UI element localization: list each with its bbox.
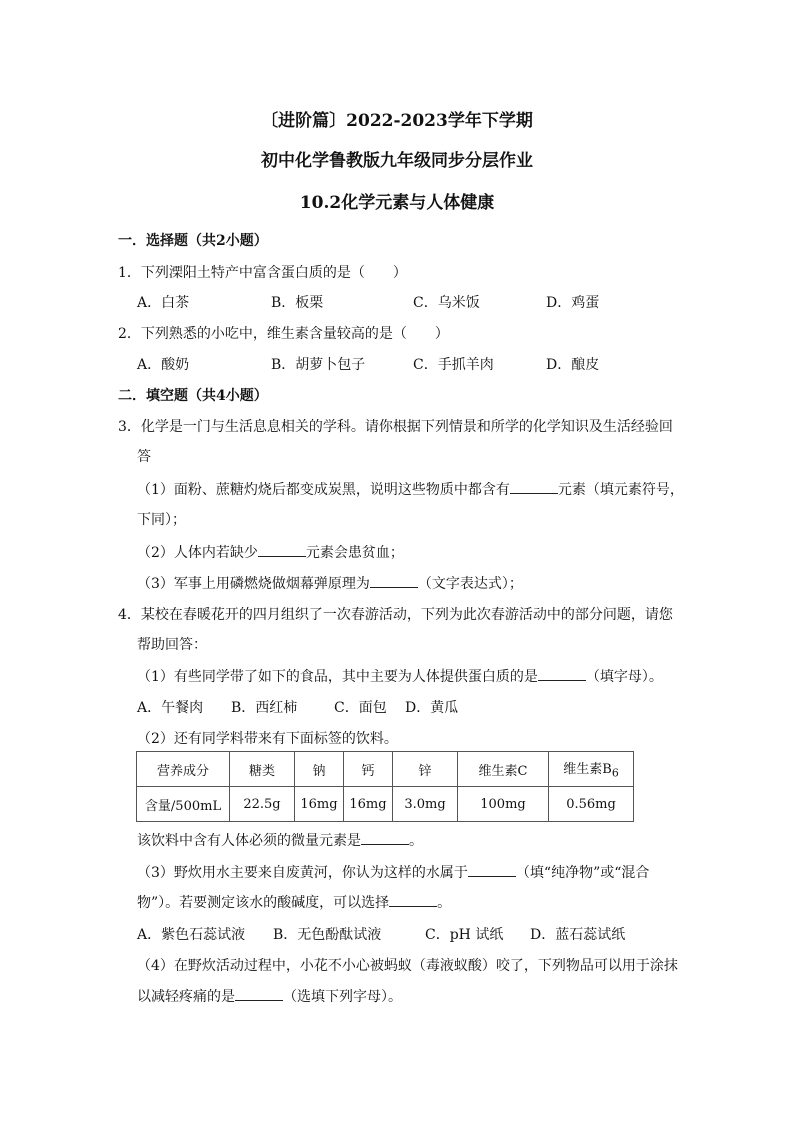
q2-stem: 2．下列熟悉的小吃中，维生素含量较高的是（ ） xyxy=(118,326,449,342)
q4-part3-option-c: C．pH 试纸 xyxy=(425,927,504,943)
q4-part1-option-b: B．西红柿 xyxy=(231,700,298,716)
nutrition-table-data-row xyxy=(137,787,634,822)
table-cell-calcium: 16mg xyxy=(344,787,393,822)
q3-part1-text-b: 元素（填元素符号， xyxy=(557,482,684,498)
q4-part4-text-b: 以减轻疼痛的是 xyxy=(137,989,235,1005)
q4-part2-text-a: 该饮料中含有人体必须的微量元素是 xyxy=(137,833,361,849)
doc-title-line2: 初中化学鲁教版九年级同步分层作业 xyxy=(261,151,533,171)
table-cell-zinc: 3.0mg xyxy=(393,787,458,822)
q4-part1-option-c: C．面包 xyxy=(334,700,387,716)
q3-part3-text-b: （文字表达式）； xyxy=(417,576,523,592)
q1-option-b: B．板栗 xyxy=(271,295,324,311)
q3-part3-text-a: （3）军事上用磷燃烧做烟幕弹原理为 xyxy=(137,576,370,592)
nutrition-table-header-row xyxy=(137,752,634,787)
q4-part4-line1: （4）在野炊活动过程中，小花不小心被蚂蚁（毒液蚁酸）咬了，下列物品可以用于涂抹 xyxy=(137,958,678,974)
q4-part1-text-a: （1）有些同学带了如下的食品，其中主要为人体提供蛋白质的是 xyxy=(137,669,538,685)
q4-part3-blank2 xyxy=(389,892,437,907)
table-cell-vitamin-b6: 0.56mg xyxy=(549,787,634,822)
q2-option-c: C．手抓羊肉 xyxy=(413,357,494,373)
table-cell-vitamin-c: 100mg xyxy=(458,787,549,822)
q4-part3-line1 xyxy=(137,862,649,882)
q3-part3-blank xyxy=(370,573,418,588)
section-fill-title: 二．填空题（共4小题） xyxy=(118,388,268,404)
doc-title-line3: 10.2化学元素与人体健康 xyxy=(299,193,495,213)
table-cell-label: 含量/500mL xyxy=(137,787,230,822)
q2-option-d: D．酿皮 xyxy=(546,357,600,373)
q4-part3-option-a: A．紫色石蕊试液 xyxy=(137,927,246,943)
q3-part1-line1 xyxy=(137,479,684,499)
q4-part3-blank1 xyxy=(468,862,516,877)
q4-part3-text-d: 。 xyxy=(437,895,452,911)
table-header-vitamin-b6 xyxy=(549,752,634,787)
q3-part1-line2: 下同）； xyxy=(137,512,186,528)
q4-part2-blank xyxy=(361,830,409,845)
q4-stem-line1: 4．某校在春暖花开的四月组织了一次春游活动，下列为此次春游活动中的部分问题，请您 xyxy=(118,607,673,623)
q4-part3-text-b: （填“纯净物”或“混合 xyxy=(515,865,650,881)
q4-part3-option-d: D．蓝石蕊试纸 xyxy=(530,927,626,943)
table-header-zinc: 锌 xyxy=(393,752,458,787)
q3-part3 xyxy=(137,573,523,593)
table-header-vitamin-c: 维生素C xyxy=(458,752,549,787)
q4-part2-text-b: 。 xyxy=(409,833,423,849)
q4-part2: （2）还有同学料带来有下面标签的饮料。 xyxy=(137,731,398,747)
q4-part1 xyxy=(137,666,663,686)
table-header-sodium: 钠 xyxy=(295,752,344,787)
table-header-calcium: 钙 xyxy=(344,752,393,787)
section-choice-title: 一．选择题（共2小题） xyxy=(118,233,268,249)
q3-part2-text-a: （2）人体内若缺少 xyxy=(137,545,258,561)
q4-part2-question xyxy=(137,830,423,850)
q4-part3-text-a: （3）野炊用水主要来自废黄河，你认为这样的水属于 xyxy=(137,865,468,881)
table-header-nutrient: 营养成分 xyxy=(137,752,230,787)
q3-part1-blank xyxy=(510,479,558,494)
q3-part2 xyxy=(137,542,404,562)
q4-part1-blank xyxy=(538,666,586,681)
q1-option-d: D．鸡蛋 xyxy=(546,295,600,311)
vitamin-b-text: 维生素B xyxy=(563,762,612,778)
q3-part2-text-b: 元素会患贫血； xyxy=(305,545,404,561)
q4-part1-text-b: （填字母）。 xyxy=(585,669,663,685)
q1-option-a: A．白茶 xyxy=(137,295,190,311)
q2-option-a: A．酸奶 xyxy=(137,357,190,373)
q4-part1-option-d: D．黄瓜 xyxy=(405,700,459,716)
q4-part3-text-c: 物”）。若要测定该水的酸碱度，可以选择 xyxy=(137,895,390,911)
table-cell-sodium: 16mg xyxy=(295,787,344,822)
q4-part4-text-c: （选填下列字母）。 xyxy=(283,989,402,1005)
q4-part4-blank xyxy=(235,986,283,1001)
q1-option-c: C．乌米饭 xyxy=(413,295,480,311)
nutrition-table xyxy=(136,751,634,822)
q1-stem: 1．下列溧阳土特产中富含蛋白质的是（ ） xyxy=(118,265,407,281)
vitamin-b-subscript: 6 xyxy=(611,766,619,780)
q4-stem-line2: 帮助回答： xyxy=(137,637,207,653)
q4-part4-line2 xyxy=(137,986,402,1006)
q4-part3-line2 xyxy=(137,892,451,912)
q3-stem-line2: 答 xyxy=(137,449,151,465)
q4-part3-option-b: B．无色酚酞试液 xyxy=(273,927,382,943)
table-header-sugar: 糖类 xyxy=(230,752,295,787)
q4-part1-option-a: A．午餐肉 xyxy=(137,700,204,716)
q3-stem-line1: 3．化学是一门与生活息息相关的学科。请你根据下列情景和所学的化学知识及生活经验回 xyxy=(118,419,673,435)
q3-part1-text-a: （1）面粉、蔗糖灼烧后都变成炭黑，说明这些物质中都含有 xyxy=(137,482,510,498)
table-cell-sugar: 22.5g xyxy=(230,787,295,822)
q2-option-b: B．胡萝卜包子 xyxy=(271,357,366,373)
q3-part2-blank xyxy=(258,542,306,557)
doc-title-line1: 〔进阶篇〕2022-2023学年下学期 xyxy=(261,111,533,131)
